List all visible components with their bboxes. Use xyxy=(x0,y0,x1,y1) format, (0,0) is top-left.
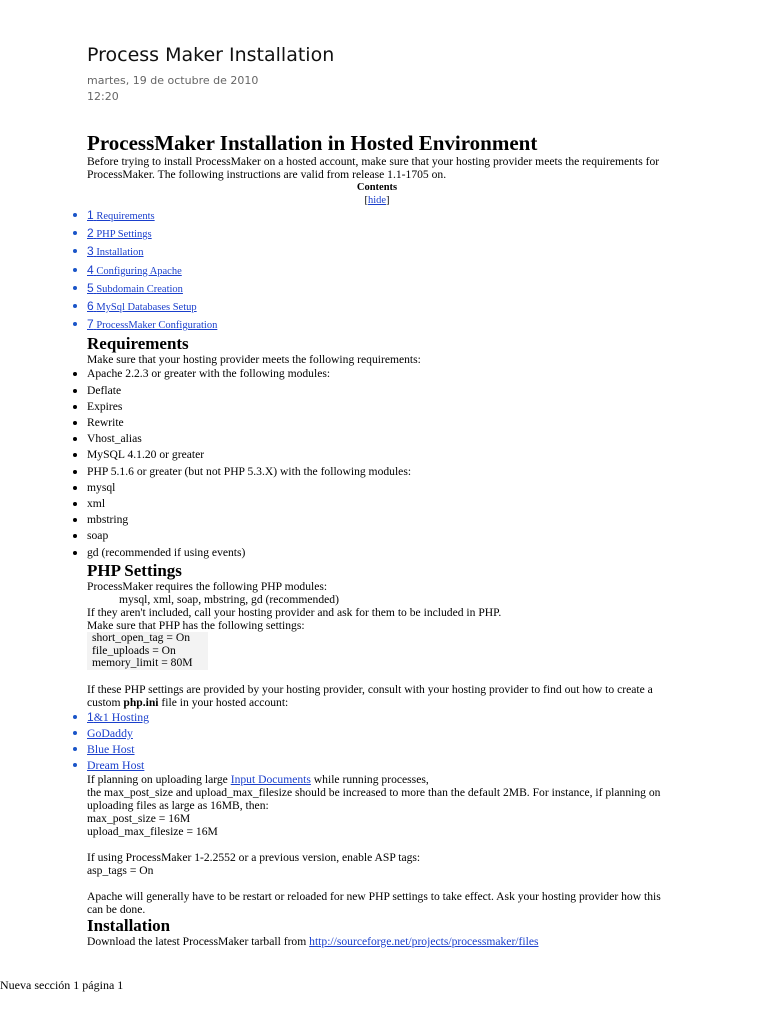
contents-title: Contents xyxy=(356,182,398,193)
host-link-dreamhost[interactable]: Dream Host xyxy=(0,757,667,773)
list-item: gd (recommended if using events) xyxy=(0,545,667,561)
note-title[interactable]: Process Maker Installation xyxy=(87,44,335,66)
php-settings-intro: Make sure that PHP has the following settings: xyxy=(87,618,305,632)
list-item: Vhost_alias xyxy=(0,431,667,447)
list-item: soap xyxy=(0,528,667,544)
setting-short-open-tag: short_open_tag = On xyxy=(87,632,208,645)
list-item: Expires xyxy=(0,399,667,415)
host-link-1and1[interactable]: 1&1 Hosting xyxy=(0,709,667,725)
hide-link[interactable]: hide xyxy=(367,195,387,206)
list-item: xml xyxy=(0,496,667,512)
setting-memory-limit: memory_limit = 80M xyxy=(87,657,208,670)
upload-paragraph: If planning on uploading large Input Documents while running processes, xyxy=(87,772,429,786)
list-item: MySQL 4.1.20 or greater xyxy=(0,447,667,463)
setting-file-uploads: file_uploads = On xyxy=(87,645,208,658)
installation-heading: Installation xyxy=(87,915,171,935)
toc-item[interactable]: 1 Requirements xyxy=(0,207,667,225)
note-date: martes, 19 de octubre de 2010 xyxy=(87,74,259,87)
host-link-godaddy[interactable]: GoDaddy xyxy=(0,725,667,741)
input-documents-link[interactable]: Input Documents xyxy=(230,772,311,786)
custom-ini-paragraph: If these PHP settings are provided by your hosting provider, consult with your hosting provider to find out how to create a custom php.ini file in your hosted account: xyxy=(87,682,653,709)
php-include-note: If they aren't included, call your hosting provider and ask for them to be included in PHP. xyxy=(87,605,502,619)
asp-tags-note: If using ProcessMaker 1-2.2552 or a previous version, enable ASP tags: xyxy=(87,850,421,864)
table-of-contents xyxy=(0,207,667,334)
toc-item[interactable]: 3 Installation xyxy=(0,243,667,261)
requirements-list xyxy=(0,366,667,560)
sourceforge-link[interactable]: http://sourceforge.net/projects/processmaker/files xyxy=(309,934,539,948)
upload-size-note: the max_post_size and upload_max_filesize should be increased to more than the default 2MB. For instance, if planning on uploading files as large as 16MB, then: xyxy=(87,785,661,812)
document-heading: ProcessMaker Installation in Hosted Environment xyxy=(87,131,538,155)
hosting-links-list xyxy=(0,709,667,773)
list-item: mysql xyxy=(0,480,667,496)
hide-toggle: [hide] xyxy=(364,195,390,206)
php-settings-heading: PHP Settings xyxy=(87,560,182,580)
list-item: Rewrite xyxy=(0,415,667,431)
download-paragraph: Download the latest ProcessMaker tarball from http://sourceforge.net/projects/processmaker/files xyxy=(87,934,539,948)
list-item: PHP 5.1.6 or greater (but not PHP 5.3.X) with the following modules: xyxy=(0,464,667,480)
toc-item[interactable]: 4 Configuring Apache xyxy=(0,262,667,280)
intro-paragraph: Before trying to install ProcessMaker on a hosted account, make sure that your hosting provider meets the requirements for ProcessMaker. The following instructions are valid from release 1.1-1705 on. xyxy=(87,155,660,181)
apache-restart-note: Apache will generally have to be restart or reloaded for new PHP settings to take effect. Ask your hosting provider how this can be done. xyxy=(87,889,661,916)
requirements-heading: Requirements xyxy=(87,334,189,354)
upload-max-filesize: upload_max_filesize = 16M xyxy=(87,824,218,838)
toc-item[interactable]: 7 ProcessMaker Configuration xyxy=(0,316,667,334)
list-item: mbstring xyxy=(0,512,667,528)
requirements-intro: Make sure that your hosting provider meets the following requirements: xyxy=(87,353,421,367)
list-item: Apache 2.2.3 or greater with the following modules: xyxy=(0,366,667,382)
toc-item[interactable]: 6 MySql Databases Setup xyxy=(0,298,667,316)
list-item: Deflate xyxy=(0,383,667,399)
note-content xyxy=(87,131,667,948)
host-link-bluehost[interactable]: Blue Host xyxy=(0,741,667,757)
note-time: 12:20 xyxy=(87,90,119,103)
php-modules-intro: ProcessMaker requires the following PHP modules: xyxy=(87,579,328,593)
php-settings-block xyxy=(87,632,667,670)
asp-tags-value: asp_tags = On xyxy=(87,863,154,877)
max-post-size: max_post_size = 16M xyxy=(87,811,191,825)
toc-item[interactable]: 2 PHP Settings xyxy=(0,225,667,243)
page-footer: Nueva sección 1 página 1 xyxy=(0,978,124,992)
php-modules-list: mysql, xml, soap, mbstring, gd (recommended) xyxy=(119,592,339,606)
toc-item[interactable]: 5 Subdomain Creation xyxy=(0,280,667,298)
